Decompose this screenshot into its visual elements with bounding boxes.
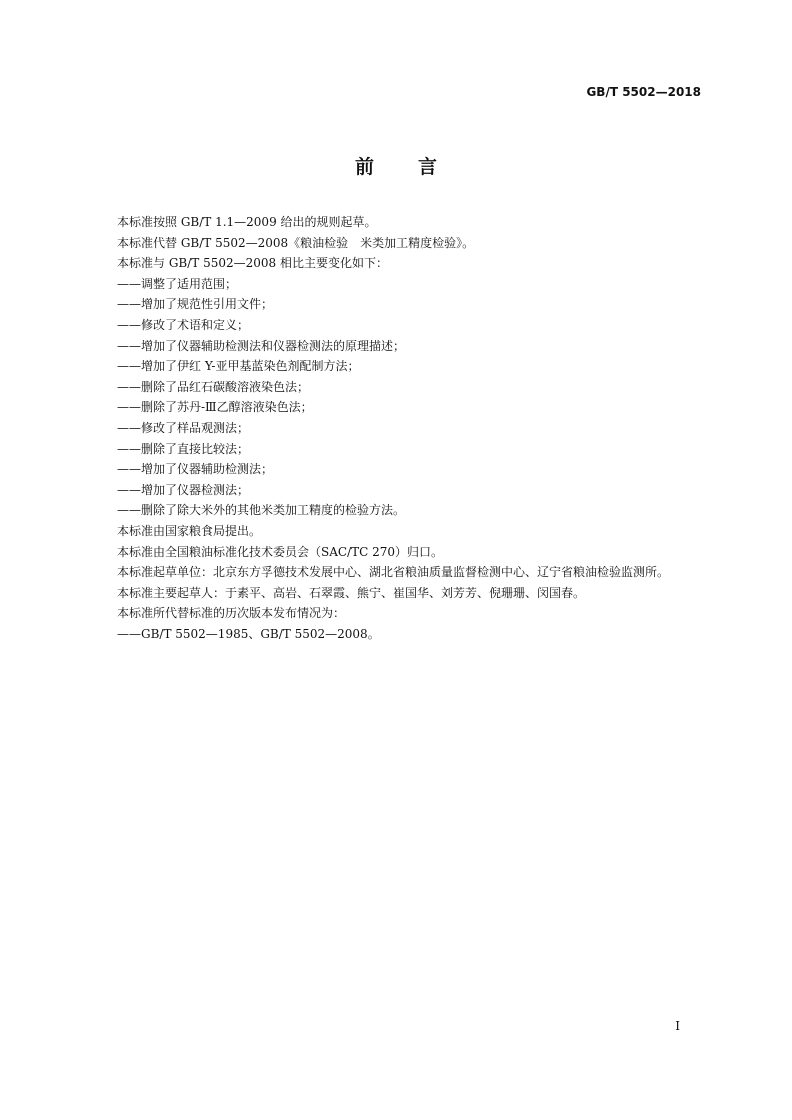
list-item: ——修改了术语和定义； [117, 317, 250, 332]
list-item: ——修改了样品观测法； [117, 420, 250, 435]
list-item: ——删除了品红石碳酸溶液染色法； [117, 379, 310, 394]
list-item: ——增加了仪器检测法； [117, 482, 250, 497]
paragraph: 本标准由全国粮油标准化技术委员会（SAC/TC 270）归口。 [117, 544, 444, 559]
paragraph: 本标准按照 GB/T 1.1—2009 给出的规则起草。 [117, 215, 377, 229]
paragraph: 本标准代替 GB/T 5502—2008《粮油检验 米类加工精度检验》。 [117, 235, 475, 250]
page-number: I [675, 1019, 680, 1033]
list-item: ——增加了伊红 Y-亚甲基蓝染色剂配制方法； [117, 359, 360, 374]
paragraph: 本标准与 GB/T 5502—2008 相比主要变化如下： [117, 256, 388, 271]
page-title: 前言 [354, 156, 481, 178]
paragraph: 本标准起草单位：北京东方孚德技术发展中心、湖北省粮油质量监督检测中心、辽宁省粮油检验监测所。 [117, 565, 670, 580]
list-item: ——GB/T 5502—1985、GB/T 5502—2008。 [117, 626, 380, 641]
paragraph: 本标准主要起草人：于素平、高岩、石翠霞、熊宁、崔国华、刘芳芳、倪珊珊、闵国春。 [117, 585, 586, 600]
paragraph: 本标准所代替标准的历次版本发布情况为： [117, 606, 346, 621]
paragraph: 本标准由国家粮食局提出。 [117, 523, 262, 538]
list-item: ——增加了规范性引用文件； [117, 297, 274, 312]
list-item: ——删除了苏丹-Ⅲ乙醇溶液染色法； [117, 400, 313, 415]
standard-code: GB/T 5502—2018 [586, 85, 701, 99]
list-item: ——调整了适用范围； [117, 276, 238, 291]
list-item: ——删除了直接比较法； [117, 441, 250, 456]
list-item: ——增加了仪器辅助检测法； [117, 462, 274, 477]
document-body [91, 212, 704, 644]
list-item: ——删除了除大米外的其他米类加工精度的检验方法。 [117, 503, 406, 518]
list-item: ——增加了仪器辅助检测法和仪器检测法的原理描述； [117, 338, 406, 353]
